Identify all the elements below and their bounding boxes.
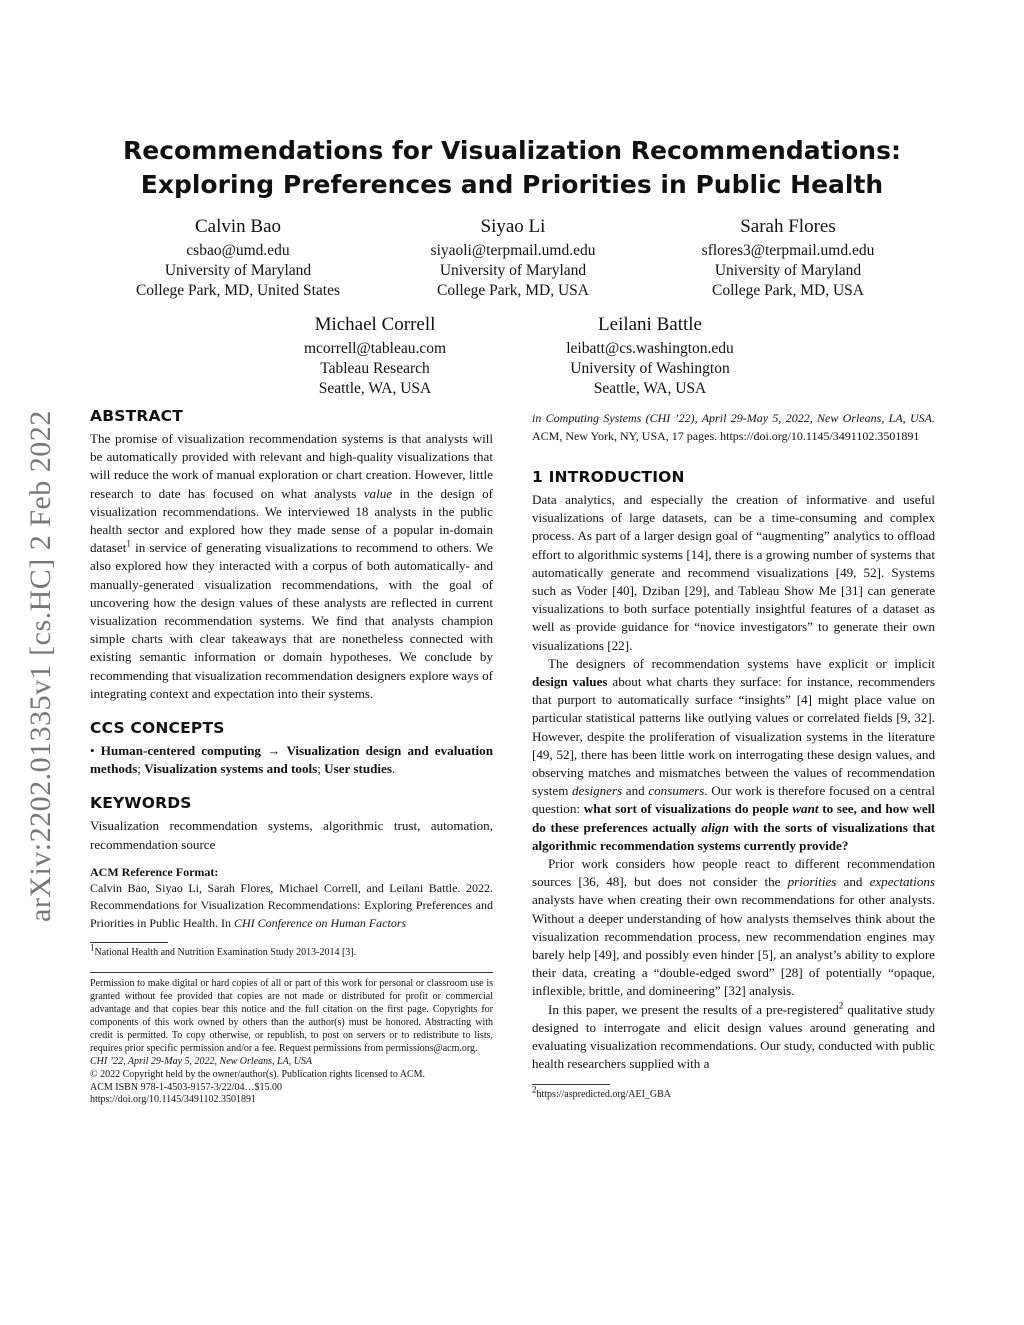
keywords-text: Visualization recommendation systems, algorithmic trust, automation, recommendation source [90, 818, 493, 852]
intro-paragraph-3: Prior work considers how people react to different recommendation sources [36, 48], but does not consider the priorities and expectations analysts have when creating their own recommendations for other analysts. Without a deeper understanding of how analysts themselves think about the visualization recommendation process, new recommendation engines may barely help [49], and possibly even hinder [5], an analyst’s ability to explore their data, creating a “double-edged sword” [28] of potentially “opaque, inflexible, brittle, and domineering” [32] analysis. [532, 856, 936, 999]
left-column [90, 406, 493, 1107]
footnote-1: 1National Health and Nutrition Examination Study 2013-2014 [3]. [90, 943, 357, 959]
intro-paragraph-1: Data analytics, and especially the creation of informative and useful visualizations of large datasets, can be a time-consuming and complex process. As part of a larger design goal of “augmenting” analytics to offload effort to algorithmic systems [14], there is a growing number of systems that automatically generate and recommend visualizations [49, 52]. Systems such as Voder [40], Dziban [29], and Tableau Show Me [31] can generate visualizations to both surface potentially insightful features of a dataset as well as provide guidance for “novice investigators” to generate their own visualizations [22]. [532, 492, 935, 653]
author-block [108, 214, 368, 301]
footnote-marker[interactable]: 2 [838, 1000, 844, 1011]
author-name: Siyao Li [480, 216, 546, 237]
title-line-2: Exploring Preferences and Priorities in Public Health [140, 170, 884, 199]
author-location: College Park, MD, United States [135, 282, 341, 299]
author-block [658, 214, 918, 301]
acm-isbn: ACM ISBN 978-1-4503-9157-3/22/04…$15.00 [90, 1081, 282, 1093]
abstract-text: The promise of visualization recommendation systems is that analysts will be automatically provided with relevant and high-quality visualizations that will reduce the work of manual exploration or chart creation. However, little research to date has focused on what analysts value in the design of visualization recommendations. We interviewed 18 analysts in the public health sector and explored how they made sense of a popular in-domain dataset$^1$ in service of generating visualizations to recommend to others. We also explored how they interacted with a corpus of both automatically- and manually-generated visualization recommendations, with the goal of uncovering how the design values of these analysts are reflected in current visualization recommendation systems. We find that analysts champion simple charts with clear takeaways that are nonetheless connected with existing semantic information or domain hypotheses. We conclude by recommending that visualization recommendation designers explore ways of integrating context and expectation into their systems. [90, 431, 493, 701]
introduction-heading: 1 INTRODUCTION [532, 468, 685, 486]
author-affiliation: University of Washington [570, 360, 730, 377]
ccs-concepts: • Human-centered computing → Visualization design and evaluation methods; Visualization systems and tools; User studies. [90, 743, 493, 777]
author-affiliation: University of Maryland [164, 262, 312, 279]
conference-venue: CHI ’22, April 29-May 5, 2022, New Orleans, LA, USA [90, 1055, 313, 1067]
author-location: Seattle, WA, USA [318, 380, 432, 397]
permission-block [90, 978, 493, 1107]
acm-reference-continued: in Computing Systems (CHI ’22), April 29-May 5, 2022, New Orleans, LA, USA. ACM, New York, NY, USA, 17 pages. https://doi.org/10.1145/3491102.3501891 [532, 411, 935, 443]
paper-title [0, 134, 1024, 202]
author-email: mcorrell@tableau.com [303, 340, 447, 357]
acm-reference-text: Calvin Bao, Siyao Li, Sarah Flores, Michael Correll, and Leilani Battle. 2022. Recommendations for Visualization Recommendations: Exploring Preferences and Priorities in Public Health. In CHI Conference on Human Factors [90, 880, 493, 930]
acm-reference-heading: ACM Reference Format: [90, 864, 219, 879]
title-line-1: Recommendations for Visualization Recommendations: [123, 136, 901, 165]
author-email: leibatt@cs.washington.edu [566, 340, 734, 357]
copyright-notice: © 2022 Copyright held by the owner/author(s). Publication rights licensed to ACM. [90, 1068, 426, 1080]
author-block [245, 312, 505, 399]
intro-paragraph-4: In this paper, we present the results of a pre-registered$^2$ qualitative study designed to interrogate and elicit design values around generating and evaluating visualization recommendations. Our study, conducted with public health researchers supplied with a [532, 1000, 935, 1072]
doi-link[interactable]: https://doi.org/10.1145/3491102.3501891 [90, 1094, 257, 1106]
author-email: siyaoli@terpmail.umd.edu [430, 242, 596, 259]
footnote-2: 2https://aspredicted.org/AEI_GBA [532, 1084, 672, 1100]
permission-text: Permission to make digital or hard copies of all or part of this work for personal or classroom use is granted without fee provided that copies are not made or distributed for profit or commercial advantage and that copies bear this notice and the full citation on the first page. Copyrights for components of this work owned by others than the author(s) must be honored. Abstracting with credit is permitted. To copy otherwise, or republish, to post on servers or to redistribute to lists, requires prior specific permission and/or a fee. Request permissions from permissions@acm.org. [90, 978, 493, 1054]
footnote-divider [532, 1084, 610, 1085]
author-location: College Park, MD, USA [437, 282, 589, 299]
author-name: Michael Correll [314, 314, 436, 335]
author-affiliation: University of Maryland [714, 262, 862, 279]
author-email: csbao@umd.edu [186, 242, 290, 259]
footnote-marker[interactable]: 1 [126, 538, 131, 549]
author-location: College Park, MD, USA [712, 282, 864, 299]
right-column [532, 410, 935, 1101]
author-block [520, 312, 780, 399]
arxiv-identifier: arXiv:2202.01335v1 [cs.HC] 2 Feb 2022 [24, 410, 57, 922]
permission-divider [90, 972, 493, 973]
ccs-heading: CCS CONCEPTS [90, 719, 225, 738]
author-block [383, 214, 643, 301]
author-email: sflores3@terpmail.umd.edu [701, 242, 875, 259]
author-affiliation: Tableau Research [320, 360, 430, 377]
abstract-heading: ABSTRACT [90, 407, 184, 425]
author-location: Seattle, WA, USA [593, 380, 707, 397]
author-name: Sarah Flores [740, 216, 836, 237]
footnote-divider [90, 942, 168, 943]
keywords-heading: KEYWORDS [90, 794, 192, 813]
author-name: Calvin Bao [194, 216, 282, 237]
author-affiliation: University of Maryland [439, 262, 587, 279]
intro-paragraph-2: The designers of recommendation systems have explicit or implicit design values about what charts they surface: for instance, recommenders that purport to automatically surface “insights” [4] might place value on particular statistical patterns like outlying values or correlated fields [9, 32]. However, despite the proliferation of visualization systems in the literature [49, 52], there has been little work on interrogating these design values, and observing matches and mismatches between the values of recommendation system designers and consumers. Our work is therefore focused on a central question: what sort of visualizations do people want to see, and how well do these preferences actually align with the sorts of visualizations that algorithmic recommendation systems currently provide? [532, 655, 935, 853]
author-name: Leilani Battle [598, 314, 702, 335]
